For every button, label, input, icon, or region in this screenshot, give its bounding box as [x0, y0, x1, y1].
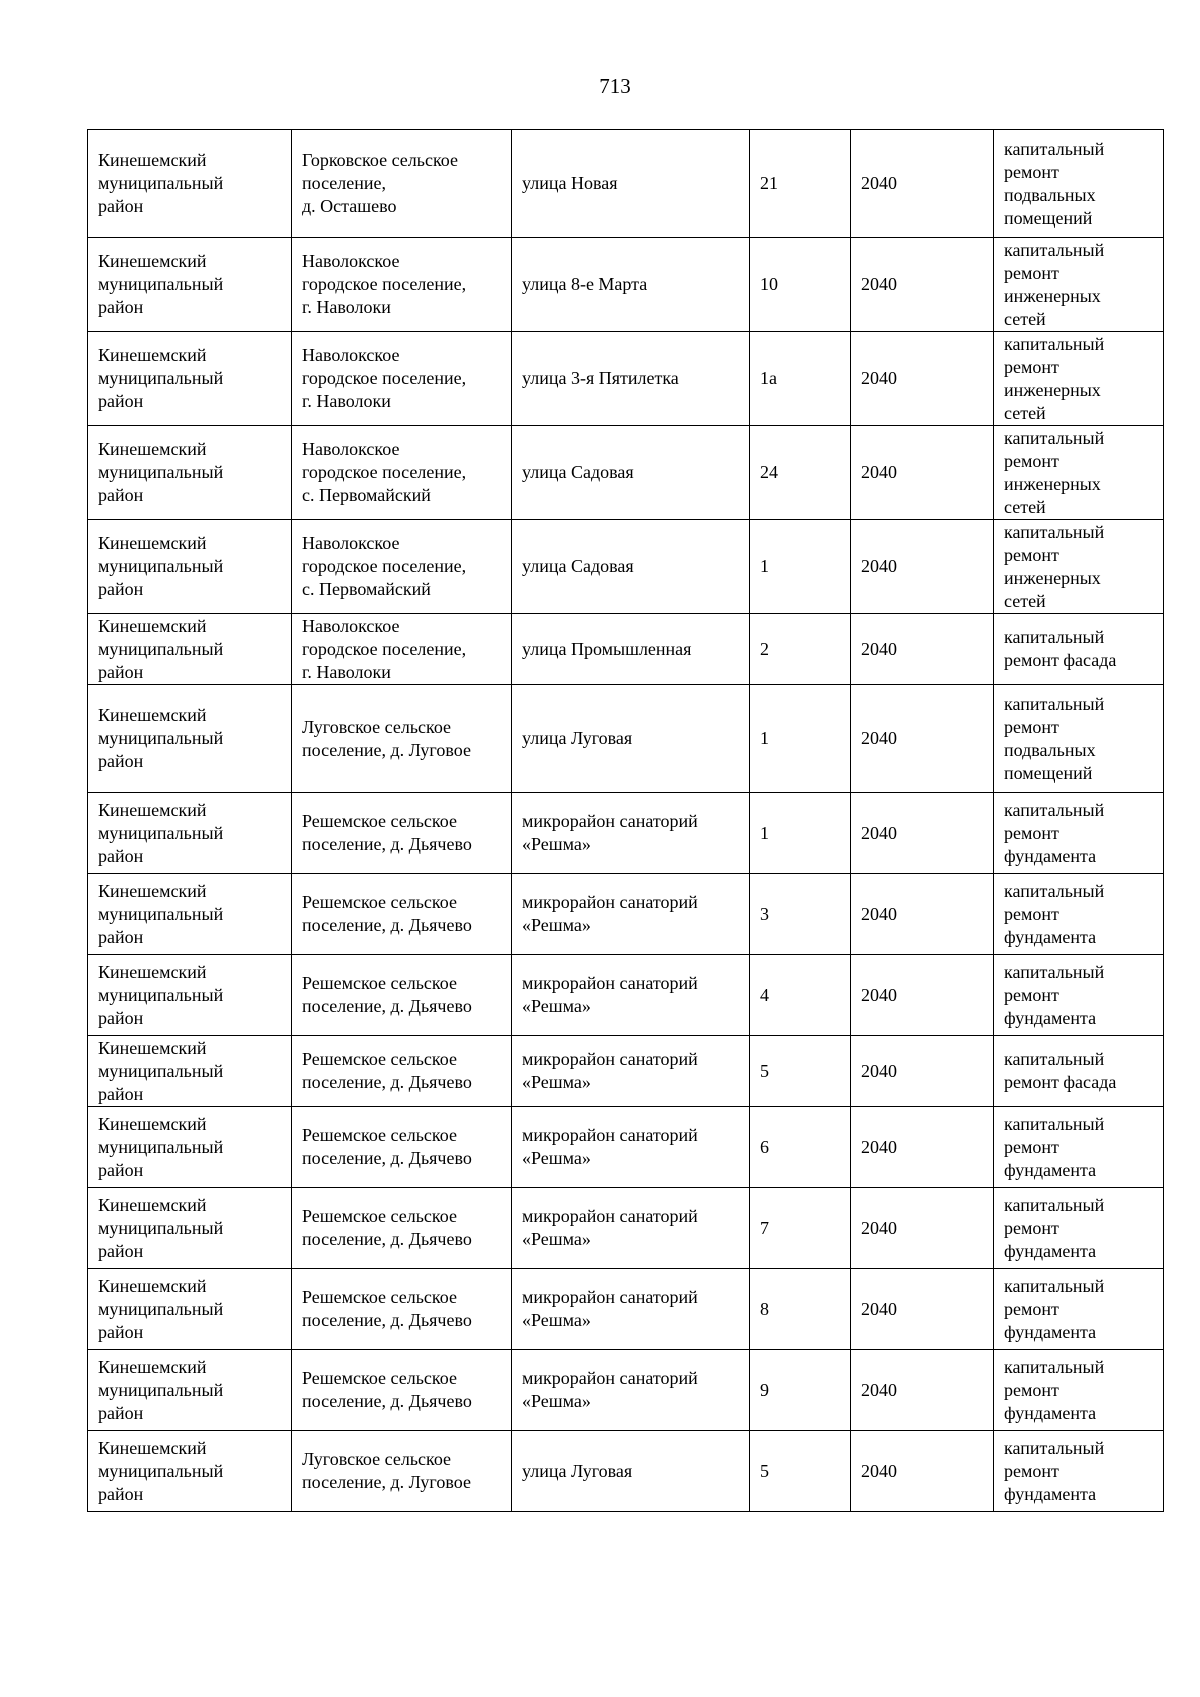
year-cell-text: 2040 [861, 638, 897, 659]
settlement-cell-text: Решемское сельское поселение, д. Дьячево [302, 1287, 472, 1330]
year-cell [851, 1188, 994, 1269]
street-cell [512, 130, 750, 238]
house-number-cell [750, 426, 851, 520]
settlement-cell-text: Решемское сельское поселение, д. Дьячево [302, 973, 472, 1016]
house-number-cell [750, 1036, 851, 1107]
year-cell-text: 2040 [861, 1217, 897, 1238]
district-cell-text: Кинешемский муниципальный район [98, 345, 224, 411]
street-cell [512, 1431, 750, 1512]
settlement-cell [292, 1188, 512, 1269]
table-row [88, 426, 1164, 520]
table-row [88, 1188, 1164, 1269]
district-cell [88, 874, 292, 955]
street-cell [512, 1188, 750, 1269]
house-number-cell [750, 685, 851, 793]
district-cell [88, 1107, 292, 1188]
table-row [88, 130, 1164, 238]
street-cell-text: микрорайон санаторий «Решма» [522, 1049, 698, 1092]
street-cell [512, 238, 750, 332]
work-type-cell-text: капитальный ремонт фундамента [1004, 799, 1105, 866]
street-cell-text: улица Садовая [522, 556, 634, 576]
settlement-cell-text: Наволокское городское поселение, с. Первомайский [302, 439, 467, 505]
settlement-cell [292, 874, 512, 955]
house-number-cell [750, 238, 851, 332]
street-cell-text: микрорайон санаторий «Решма» [522, 811, 698, 854]
house-number-cell [750, 1350, 851, 1431]
house-number-cell-text: 2 [760, 638, 769, 659]
house-number-cell [750, 1107, 851, 1188]
house-number-cell-text: 1 [760, 556, 769, 576]
settlement-cell [292, 1107, 512, 1188]
year-cell-text: 2040 [861, 728, 897, 748]
settlement-cell [292, 130, 512, 238]
street-cell-text: улица Садовая [522, 462, 634, 482]
year-cell [851, 793, 994, 874]
settlement-cell [292, 614, 512, 685]
work-type-cell-text: капитальный ремонт инженерных сетей [1004, 427, 1105, 517]
year-cell [851, 955, 994, 1036]
district-cell [88, 520, 292, 614]
street-cell-text: микрорайон санаторий «Решма» [522, 1368, 698, 1411]
street-cell-text: улица Промышленная [522, 638, 692, 659]
work-type-cell-text: капитальный ремонт фундамента [1004, 1437, 1105, 1504]
street-cell [512, 332, 750, 426]
settlement-cell [292, 332, 512, 426]
work-type-cell [994, 130, 1164, 238]
work-type-cell-text: капитальный ремонт инженерных сетей [1004, 521, 1105, 611]
year-cell-text: 2040 [861, 173, 897, 193]
settlement-cell-text: Решемское сельское поселение, д. Дьячево [302, 1206, 472, 1249]
house-number-cell [750, 1188, 851, 1269]
settlement-cell-text: Луговское сельское поселение, д. Луговое [302, 716, 471, 760]
district-cell-text: Кинешемский муниципальный район [98, 1037, 224, 1104]
work-type-cell-text: капитальный ремонт фундамента [1004, 880, 1105, 947]
district-cell [88, 332, 292, 426]
year-cell [851, 238, 994, 332]
year-cell [851, 1036, 994, 1107]
table-row [88, 1350, 1164, 1431]
year-cell-text: 2040 [861, 1460, 897, 1481]
work-type-cell [994, 1269, 1164, 1350]
district-cell [88, 1188, 292, 1269]
table-row [88, 238, 1164, 332]
district-cell-text: Кинешемский муниципальный район [98, 961, 224, 1028]
year-cell-text: 2040 [861, 903, 897, 924]
street-cell [512, 874, 750, 955]
district-cell-text: Кинешемский муниципальный район [98, 439, 224, 505]
work-type-cell [994, 793, 1164, 874]
year-cell [851, 685, 994, 793]
table-row [88, 793, 1164, 874]
district-cell-text: Кинешемский муниципальный район [98, 1356, 224, 1423]
settlement-cell [292, 238, 512, 332]
work-type-cell [994, 332, 1164, 426]
work-type-cell [994, 685, 1164, 793]
district-cell-text: Кинешемский муниципальный район [98, 1275, 224, 1342]
table-row [88, 1269, 1164, 1350]
house-number-cell [750, 1431, 851, 1512]
year-cell [851, 520, 994, 614]
house-number-cell-text: 5 [760, 1460, 769, 1481]
district-cell [88, 1350, 292, 1431]
street-cell-text: микрорайон санаторий «Решма» [522, 892, 698, 935]
house-number-cell-text: 5 [760, 1060, 769, 1081]
house-number-cell-text: 4 [760, 984, 769, 1005]
year-cell [851, 614, 994, 685]
street-cell-text: микрорайон санаторий «Решма» [522, 1125, 698, 1168]
year-cell-text: 2040 [861, 1298, 897, 1319]
work-type-cell [994, 1431, 1164, 1512]
settlement-cell-text: Наволокское городское поселение, с. Первомайский [302, 533, 467, 599]
street-cell-text: микрорайон санаторий «Решма» [522, 973, 698, 1016]
house-number-cell-text: 1а [760, 368, 777, 388]
settlement-cell [292, 793, 512, 874]
year-cell-text: 2040 [861, 556, 897, 576]
year-cell-text: 2040 [861, 368, 897, 388]
street-cell [512, 955, 750, 1036]
table-row [88, 874, 1164, 955]
year-cell-text: 2040 [861, 1379, 897, 1400]
street-cell [512, 1107, 750, 1188]
table-body [88, 130, 1164, 1512]
street-cell [512, 614, 750, 685]
settlement-cell-text: Наволокское городское поселение, г. Наволоки [302, 251, 467, 317]
settlement-cell-text: Горковское сельское поселение, д. Осташево [302, 150, 458, 216]
street-cell-text: улица Луговая [522, 728, 633, 748]
work-type-cell-text: капитальный ремонт подвальных помещений [1004, 138, 1105, 228]
settlement-cell-text: Решемское сельское поселение, д. Дьячево [302, 1368, 472, 1411]
house-number-cell-text: 9 [760, 1379, 769, 1400]
house-number-cell [750, 955, 851, 1036]
house-number-cell [750, 793, 851, 874]
settlement-cell [292, 1036, 512, 1107]
street-cell-text: микрорайон санаторий «Решма» [522, 1206, 698, 1249]
house-number-cell [750, 332, 851, 426]
district-cell [88, 1036, 292, 1107]
settlement-cell-text: Решемское сельское поселение, д. Дьячево [302, 1125, 472, 1168]
work-type-cell [994, 1036, 1164, 1107]
house-number-cell-text: 21 [760, 173, 778, 193]
work-type-cell-text: капитальный ремонт фундамента [1004, 1113, 1105, 1180]
street-cell [512, 793, 750, 874]
house-number-cell [750, 614, 851, 685]
house-number-cell [750, 874, 851, 955]
work-type-cell-text: капитальный ремонт инженерных сетей [1004, 239, 1105, 329]
street-cell [512, 685, 750, 793]
table-row [88, 1431, 1164, 1512]
street-cell-text: улица 3-я Пятилетка [522, 368, 679, 388]
work-type-cell-text: капитальный ремонт фундамента [1004, 961, 1105, 1028]
work-type-cell [994, 426, 1164, 520]
district-cell-text: Кинешемский муниципальный район [98, 1113, 224, 1180]
street-cell-text: микрорайон санаторий «Решма» [522, 1287, 698, 1330]
work-type-cell [994, 1350, 1164, 1431]
year-cell [851, 1350, 994, 1431]
house-number-cell-text: 10 [760, 274, 778, 294]
year-cell [851, 130, 994, 238]
year-cell-text: 2040 [861, 274, 897, 294]
table-row [88, 685, 1164, 793]
table-row [88, 332, 1164, 426]
district-cell-text: Кинешемский муниципальный район [98, 150, 224, 216]
work-type-cell [994, 874, 1164, 955]
street-cell [512, 1269, 750, 1350]
district-cell-text: Кинешемский муниципальный район [98, 705, 224, 771]
repair-schedule-table [87, 129, 1164, 1512]
work-type-cell-text: капитальный ремонт фундамента [1004, 1194, 1105, 1261]
street-cell-text: улица Луговая [522, 1460, 633, 1481]
work-type-cell [994, 1107, 1164, 1188]
settlement-cell-text: Решемское сельское поселение, д. Дьячево [302, 892, 472, 935]
work-type-cell [994, 238, 1164, 332]
settlement-cell [292, 685, 512, 793]
house-number-cell-text: 3 [760, 903, 769, 924]
district-cell [88, 238, 292, 332]
table-row [88, 1107, 1164, 1188]
work-type-cell [994, 955, 1164, 1036]
district-cell [88, 130, 292, 238]
settlement-cell [292, 1431, 512, 1512]
street-cell-text: улица 8-е Марта [522, 274, 648, 294]
work-type-cell-text: капитальный ремонт инженерных сетей [1004, 333, 1105, 423]
table-row [88, 520, 1164, 614]
street-cell [512, 426, 750, 520]
work-type-cell-text: капитальный ремонт фасада [1004, 627, 1117, 670]
settlement-cell-text: Решемское сельское поселение, д. Дьячево [302, 811, 472, 854]
work-type-cell [994, 614, 1164, 685]
year-cell [851, 874, 994, 955]
district-cell-text: Кинешемский муниципальный район [98, 1194, 224, 1261]
settlement-cell [292, 1269, 512, 1350]
table-row [88, 614, 1164, 685]
house-number-cell [750, 1269, 851, 1350]
district-cell [88, 685, 292, 793]
house-number-cell-text: 1 [760, 822, 769, 843]
settlement-cell [292, 520, 512, 614]
table-row [88, 1036, 1164, 1107]
settlement-cell [292, 426, 512, 520]
district-cell-text: Кинешемский муниципальный район [98, 1437, 224, 1504]
settlement-cell-text: Решемское сельское поселение, д. Дьячево [302, 1049, 472, 1092]
district-cell-text: Кинешемский муниципальный район [98, 533, 224, 599]
year-cell-text: 2040 [861, 822, 897, 843]
house-number-cell-text: 8 [760, 1298, 769, 1319]
district-cell [88, 955, 292, 1036]
house-number-cell-text: 6 [760, 1136, 769, 1157]
street-cell [512, 1350, 750, 1431]
work-type-cell-text: капитальный ремонт фасада [1004, 1049, 1117, 1092]
work-type-cell-text: капитальный ремонт фундамента [1004, 1356, 1105, 1423]
district-cell-text: Кинешемский муниципальный район [98, 799, 224, 866]
house-number-cell [750, 520, 851, 614]
work-type-cell-text: капитальный ремонт фундамента [1004, 1275, 1105, 1342]
house-number-cell-text: 1 [760, 728, 769, 748]
table-row [88, 955, 1164, 1036]
district-cell [88, 426, 292, 520]
work-type-cell [994, 520, 1164, 614]
page-number: 713 [599, 74, 631, 98]
district-cell [88, 614, 292, 685]
district-cell-text: Кинешемский муниципальный район [98, 880, 224, 947]
settlement-cell-text: Наволокское городское поселение, г. Наволоки [302, 615, 467, 682]
district-cell [88, 1431, 292, 1512]
year-cell-text: 2040 [861, 1136, 897, 1157]
district-cell [88, 1269, 292, 1350]
house-number-cell-text: 24 [760, 462, 778, 482]
work-type-cell [994, 1188, 1164, 1269]
settlement-cell [292, 1350, 512, 1431]
house-number-cell-text: 7 [760, 1217, 769, 1238]
settlement-cell-text: Наволокское городское поселение, г. Наволоки [302, 345, 467, 411]
work-type-cell-text: капитальный ремонт подвальных помещений [1004, 693, 1105, 783]
year-cell [851, 1107, 994, 1188]
street-cell [512, 520, 750, 614]
year-cell-text: 2040 [861, 984, 897, 1005]
street-cell [512, 1036, 750, 1107]
district-cell-text: Кинешемский муниципальный район [98, 251, 224, 317]
house-number-cell [750, 130, 851, 238]
year-cell [851, 1431, 994, 1512]
settlement-cell-text: Луговское сельское поселение, д. Луговое [302, 1449, 471, 1492]
year-cell-text: 2040 [861, 1060, 897, 1081]
street-cell-text: улица Новая [522, 173, 618, 193]
district-cell-text: Кинешемский муниципальный район [98, 615, 224, 682]
year-cell [851, 1269, 994, 1350]
district-cell [88, 793, 292, 874]
year-cell [851, 332, 994, 426]
settlement-cell [292, 955, 512, 1036]
year-cell [851, 426, 994, 520]
year-cell-text: 2040 [861, 462, 897, 482]
